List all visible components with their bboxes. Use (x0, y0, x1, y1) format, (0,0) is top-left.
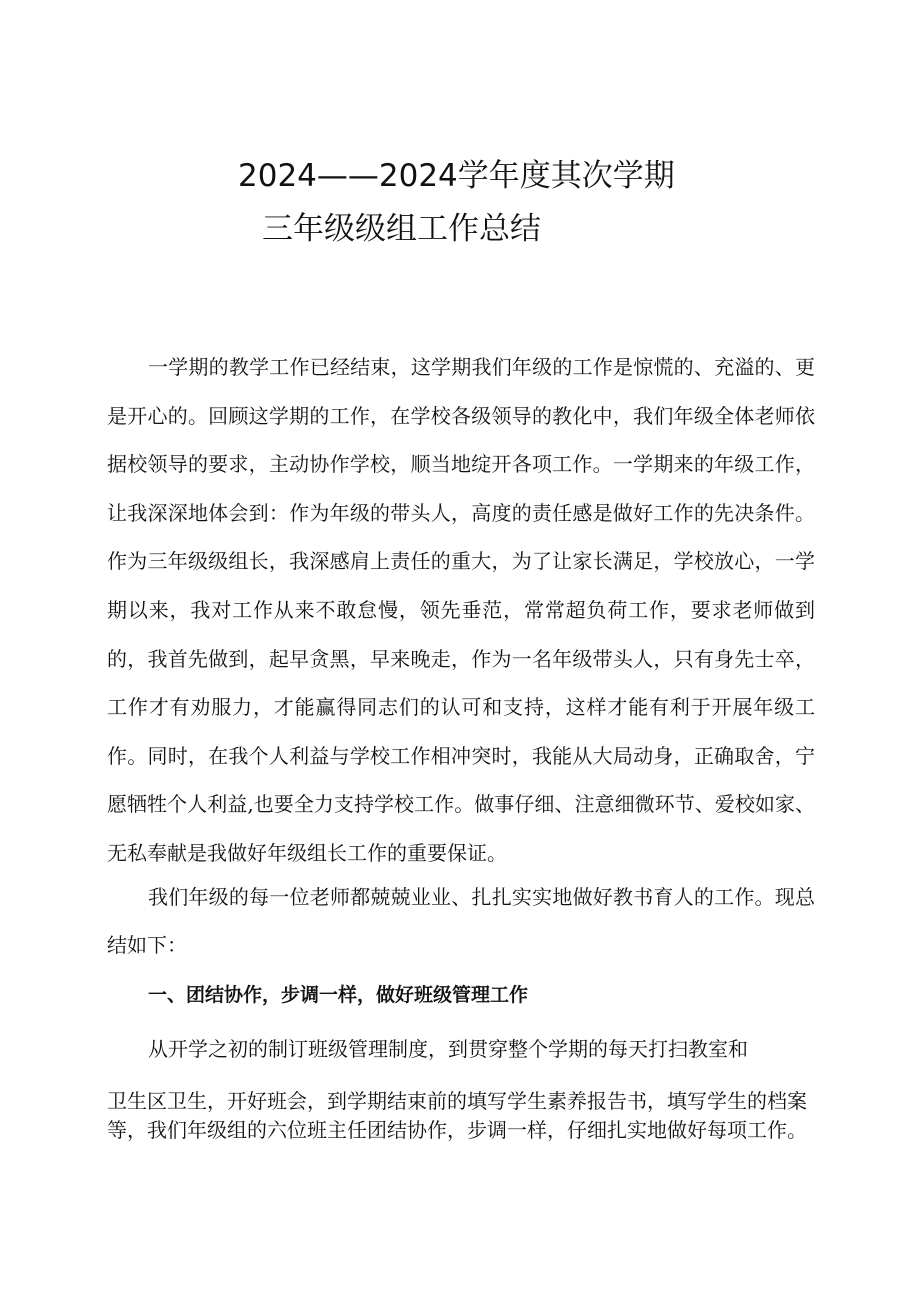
section-1-text-line-3: 等，我们年级组的六位班主任团结协作，步调一样，仔细扎实地做好每项工作。 (107, 1118, 807, 1142)
document-title-line-1: 2024——2024学年度其次学期 (238, 158, 675, 194)
section-1-text-line-1: 从开学之初的制订班级管理制度，到贯穿整个学期的每天打扫教室和 (148, 1037, 748, 1061)
document-title-line-2: 三年级级组工作总结 (262, 211, 541, 247)
section-1-text-line-2: 卫生区卫生，开好班会，到学期结束前的填写学生素养报告书，填写学生的档案 (107, 1089, 807, 1113)
section-heading-1: 一、团结协作，步调一样，做好班级管理工作 (148, 984, 529, 1006)
summary-paragraph: 我们年级的每一位老师都兢兢业业、扎扎实实地做好教书育人的工作。现总结如下： (107, 885, 815, 957)
intro-paragraph: 一学期的教学工作已经结束，这学期我们年级的工作是惊慌的、充溢的、更是开心的。回顾这学期的工作，在学校各级领导的教化中，我们年级全体老师依据校领导的要求，主动协作学校，顺当地绽开各项工作。一学期来的年级工作，让我深深地体会到：作为年级的带头人，高度的责任感是做好工作的先决条件。作为三年级级组长，我深感肩上责任的重大，为了让家长满足，学校放心，一学期以来，我对工作从来不敢怠慢，领先垂范，常常超负荷工作，要求老师做到的，我首先做到，起早贪黑，早来晚走，作为一名年级带头人，只有身先士卒，工作才有劝服力，才能赢得同志们的认可和支持，这样才能有利于开展年级工作。同时，在我个人利益与学校工作相冲突时，我能从大局动身，正确取舍，宁愿牺牲个人利益,也要全力支持学校工作。做事仔细、注意细微环节、爱校如家、无私奉献是我做好年级组长工作的重要保证。 (107, 355, 815, 865)
